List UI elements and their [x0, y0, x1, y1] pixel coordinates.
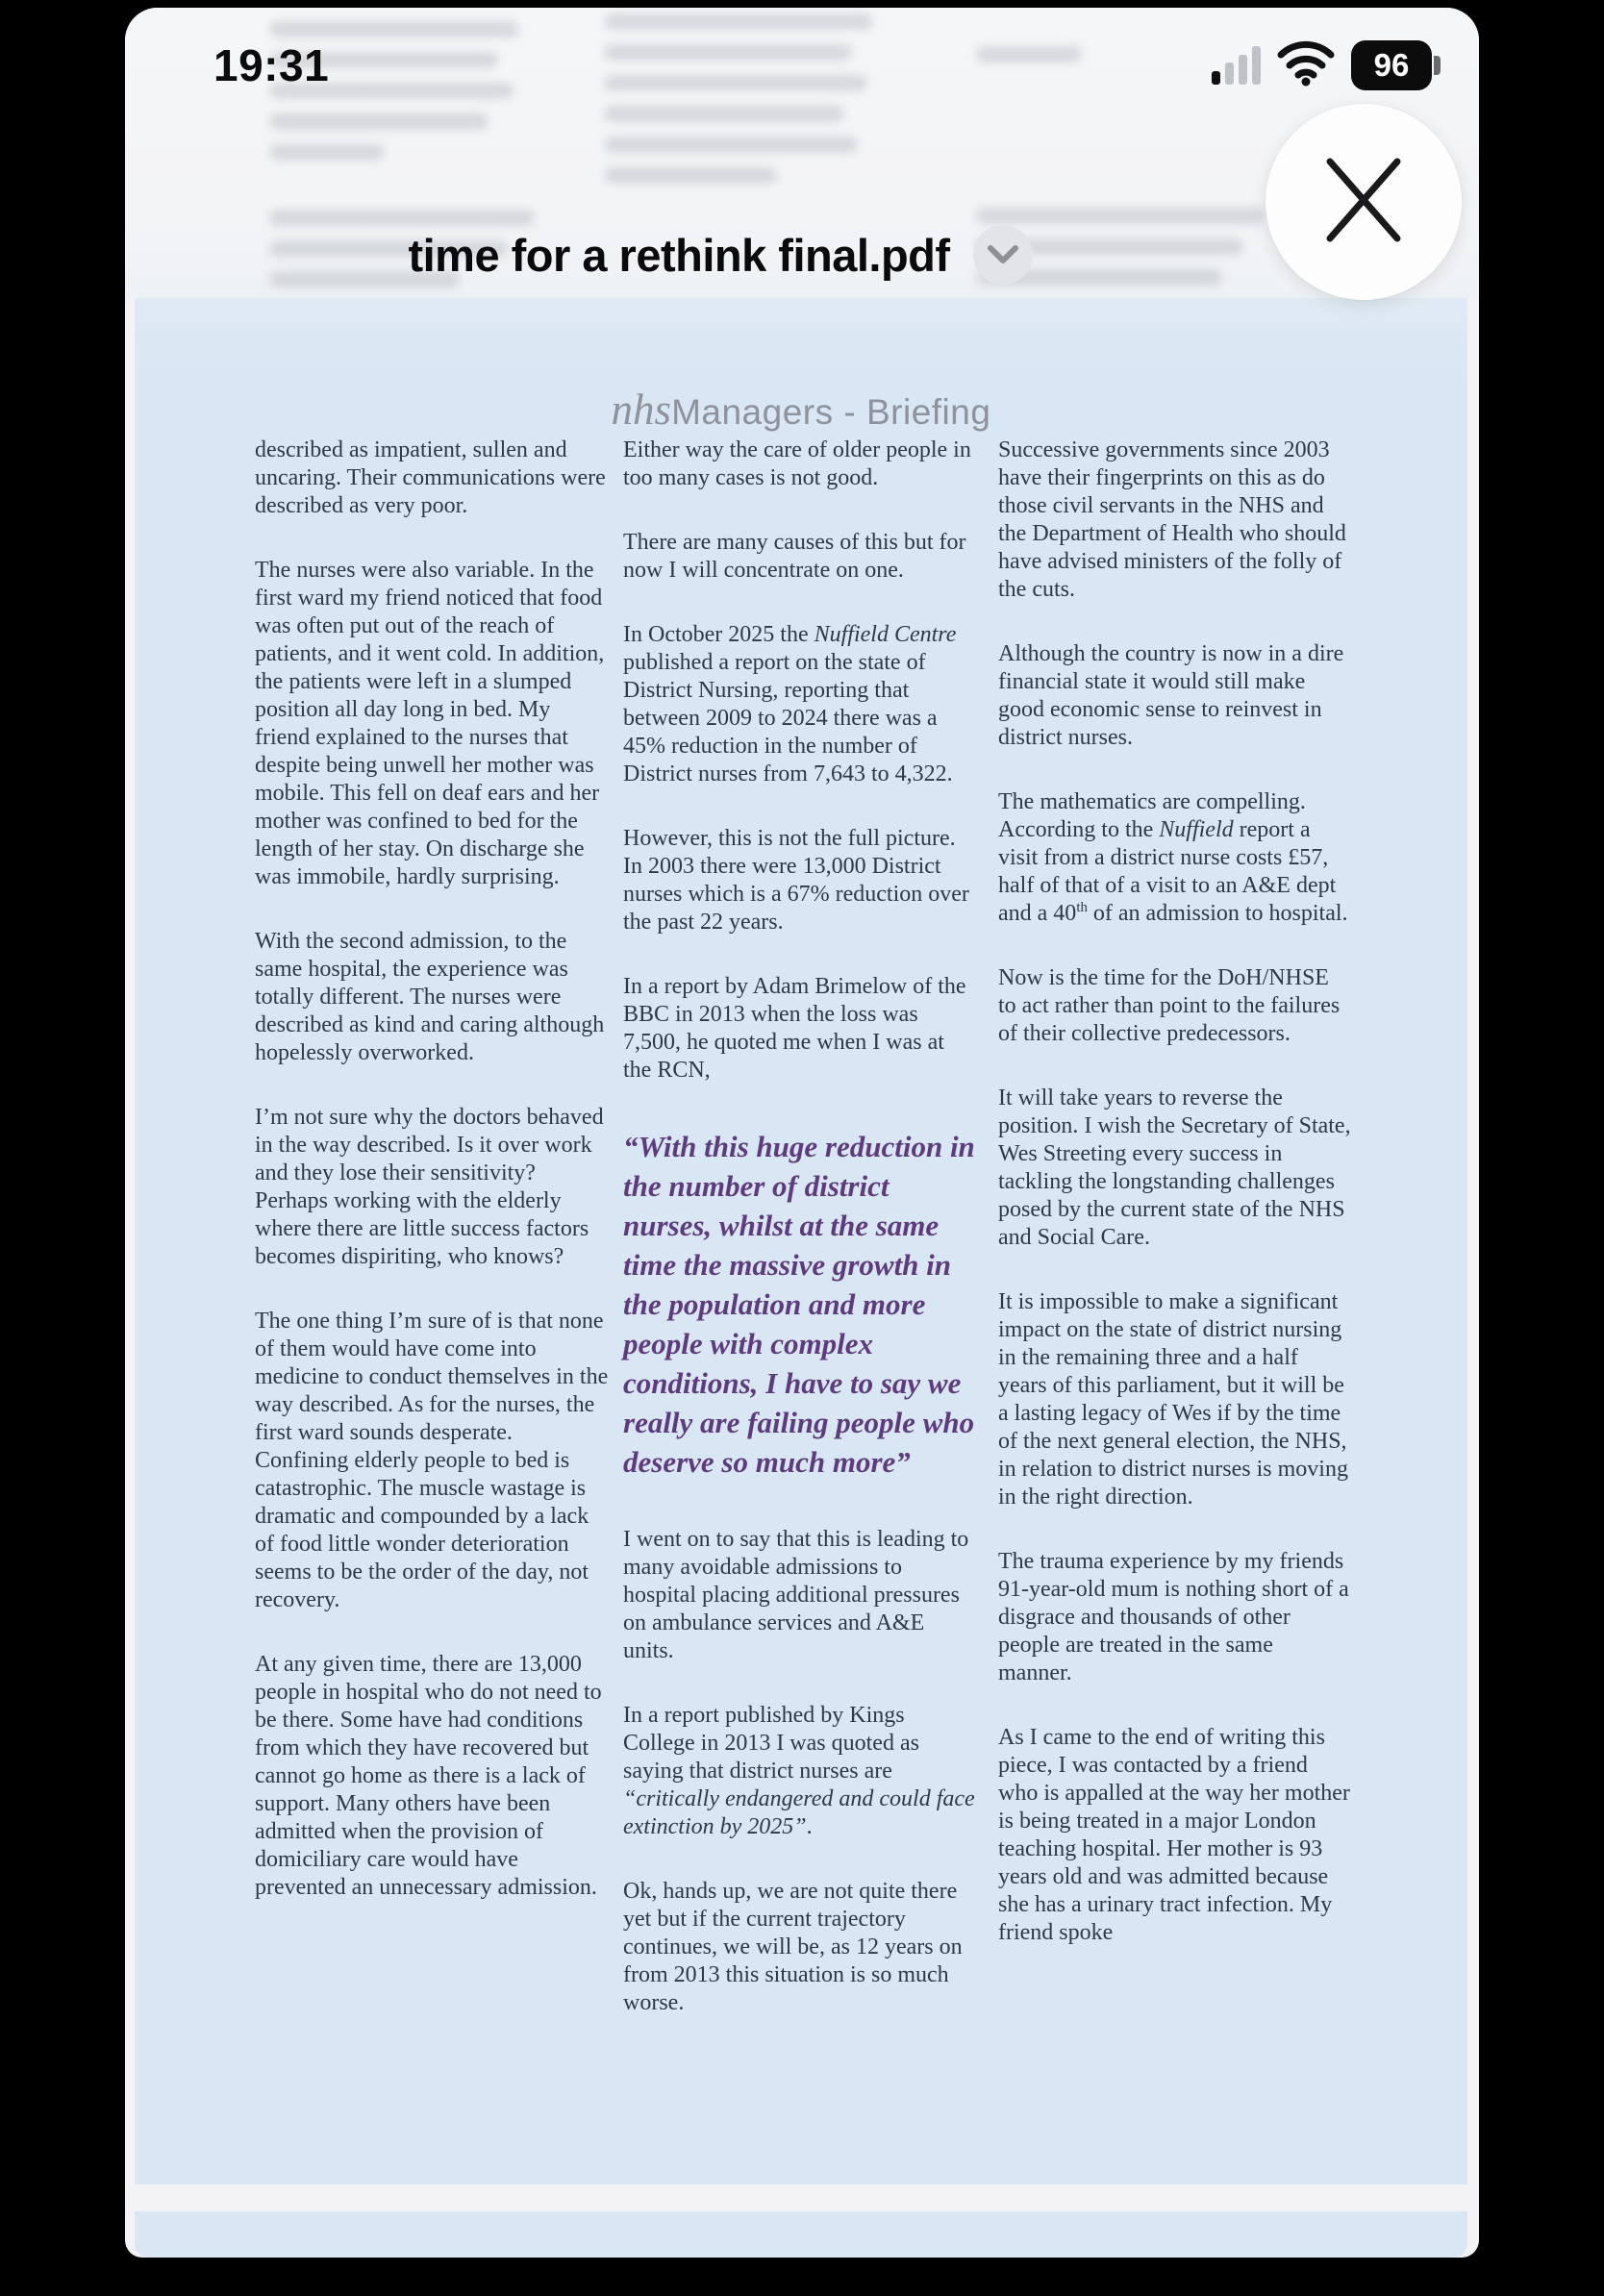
- paragraph: There are many causes of this but for now I will concentrate on one.: [623, 530, 966, 583]
- column-2: [623, 437, 977, 2054]
- close-icon: [1316, 152, 1412, 253]
- paragraph: With the second admission, to the same hospital, the experience was totally different. The nurses were described as kind and caring although hopelessly overworked.: [255, 929, 605, 1065]
- status-bar: [213, 35, 1441, 96]
- paragraph: However, this is not the full picture. In 2003 there were 13,000 District nurses which is a 67% reduction over the past 22 years.: [623, 826, 969, 935]
- paragraph: It will take years to reverse the position. I wish the Secretary of State, Wes Streeting every success in tackling the longstanding challenges posed by the current state of the NHS and Social Care.: [998, 1086, 1351, 1250]
- chevron-down-icon[interactable]: [973, 225, 1033, 285]
- paragraph: I’m not sure why the doctors behaved in the way described. Is it over work and they lose their sensitivity? Perhaps working with the elderly where there are little success factors becomes dispiriting, who knows?: [255, 1105, 604, 1269]
- pdf-scroll-area[interactable]: [125, 8, 1479, 2258]
- paragraph: Successive governments since 2003 have their fingerprints on this as do those civil servants in the NHS and the Department of Health who should have advised ministers of the folly of the cuts.: [998, 437, 1346, 602]
- paragraph: The mathematics are compelling. According to the Nuffield report a visit from a district nurse costs £57, half of that of a visit to an A&E dept and a 40th of an admission to hospital.: [998, 789, 1348, 926]
- paragraph: described as impatient, sullen and uncaring. Their communications were described as very poor.: [255, 437, 606, 518]
- pdf-page: [135, 248, 1467, 2184]
- paragraph: The one thing I’m sure of is that none of them would have come into medicine to conduct themselves in the way described. As for the nurses, the first ward sounds desperate. Confining elderly people to bed is catastrophic. The muscle wastage is dramatic and compounded by a lack of food little wonder deterioration seems to be the order of the day, not recovery.: [255, 1309, 609, 1612]
- paragraph: I went on to say that this is leading to many avoidable admissions to hospital placing additional pressures on ambulance services and A&E units.: [623, 1527, 969, 1663]
- paragraph: Either way the care of older people in too many cases is not good.: [623, 437, 971, 490]
- battery-percent: 96: [1373, 47, 1410, 83]
- paragraph: The trauma experience by my friends 91-year-old mum is nothing short of a disgrace and thousands of other people are treated in the same manner.: [998, 1549, 1349, 1685]
- paragraph: The nurses were also variable. In the first ward my friend noticed that food was often put out of the reach of patients, and it went cold. In addition, the patients were left in a slumped position all day long in bed. My friend explained to the nurses that despite being unwell her mother was mobile. This fell on deaf ears and her mother was confined to bed for the length of her stay. On discharge she was immobile, hardly surprising.: [255, 558, 605, 889]
- paragraph: Ok, hands up, we are not quite there yet but if the current trajectory continues, we will be, as 12 years on from 2013 this situation is so much worse.: [623, 1879, 963, 2015]
- clock: 19:31: [213, 40, 330, 90]
- brand-nhs-logo: nhs: [611, 386, 672, 434]
- pdf-preview-sheet: [125, 8, 1479, 2258]
- pull-quote: “With this huge reduction in the number of district nurses, whilst at the same time the massive growth in the population and more people with complex conditions, I have to say we really are failing people who deserve so much more”: [623, 1130, 975, 1479]
- paragraph: Although the country is now in a dire financial state it would still make good economic sense to reinvest in district nurses.: [998, 641, 1344, 750]
- page-title: time for a rethink final.pdf: [408, 229, 950, 281]
- paragraph: In a report published by Kings College in 2013 I was quoted as saying that district nurses are “critically endangered and could face extinction by 2025”.: [623, 1703, 975, 1839]
- pdf-next-page-top: [135, 2211, 1467, 2258]
- battery-icon: [1351, 40, 1441, 90]
- document-brand-header: [135, 385, 1467, 435]
- close-button[interactable]: [1266, 104, 1462, 300]
- paragraph: As I came to the end of writing this piece, I was contacted by a friend who is appalled at the way her mother is being treated in a major London teaching hospital. Her mother is 93 years old and was admitted because she has a urinary tract infection. My friend spoke: [998, 1725, 1350, 1945]
- navigation-header: [125, 8, 1479, 298]
- paragraph: At any given time, there are 13,000 people in hospital who do not need to be there. Some have had conditions from which they have recovered but cannot go home as there is a lack of support. Many others have been admitted when the provision of domiciliary care would have prevented an unnecessary admission.: [255, 1652, 602, 1900]
- brand-label: Managers - Briefing: [671, 392, 991, 432]
- wifi-icon: [1276, 40, 1336, 91]
- paragraph: Now is the time for the DoH/NHSE to act rather than point to the failures of their collective predecessors.: [998, 965, 1341, 1046]
- column-3: [998, 437, 1352, 1984]
- paragraph: In October 2025 the Nuffield Centre published a report on the state of District Nursing, reporting that between 2009 to 2024 there was a 45% reduction in the number of District nurses from 7,643 to 4,322.: [623, 622, 957, 786]
- paragraph: It is impossible to make a significant impact on the state of district nursing in the remaining three and a half years of this parliament, but it will be a lasting legacy of Wes if by the time of the next general election, the NHS, in relation to district nurses is moving in the right direction.: [998, 1289, 1348, 1510]
- status-icons: [1212, 40, 1441, 91]
- paragraph: In a report by Adam Brimelow of the BBC in 2013 when the loss was 7,500, he quoted me when I was at the RCN,: [623, 974, 966, 1083]
- cellular-signal-icon: [1212, 46, 1261, 85]
- column-1: [255, 437, 609, 1938]
